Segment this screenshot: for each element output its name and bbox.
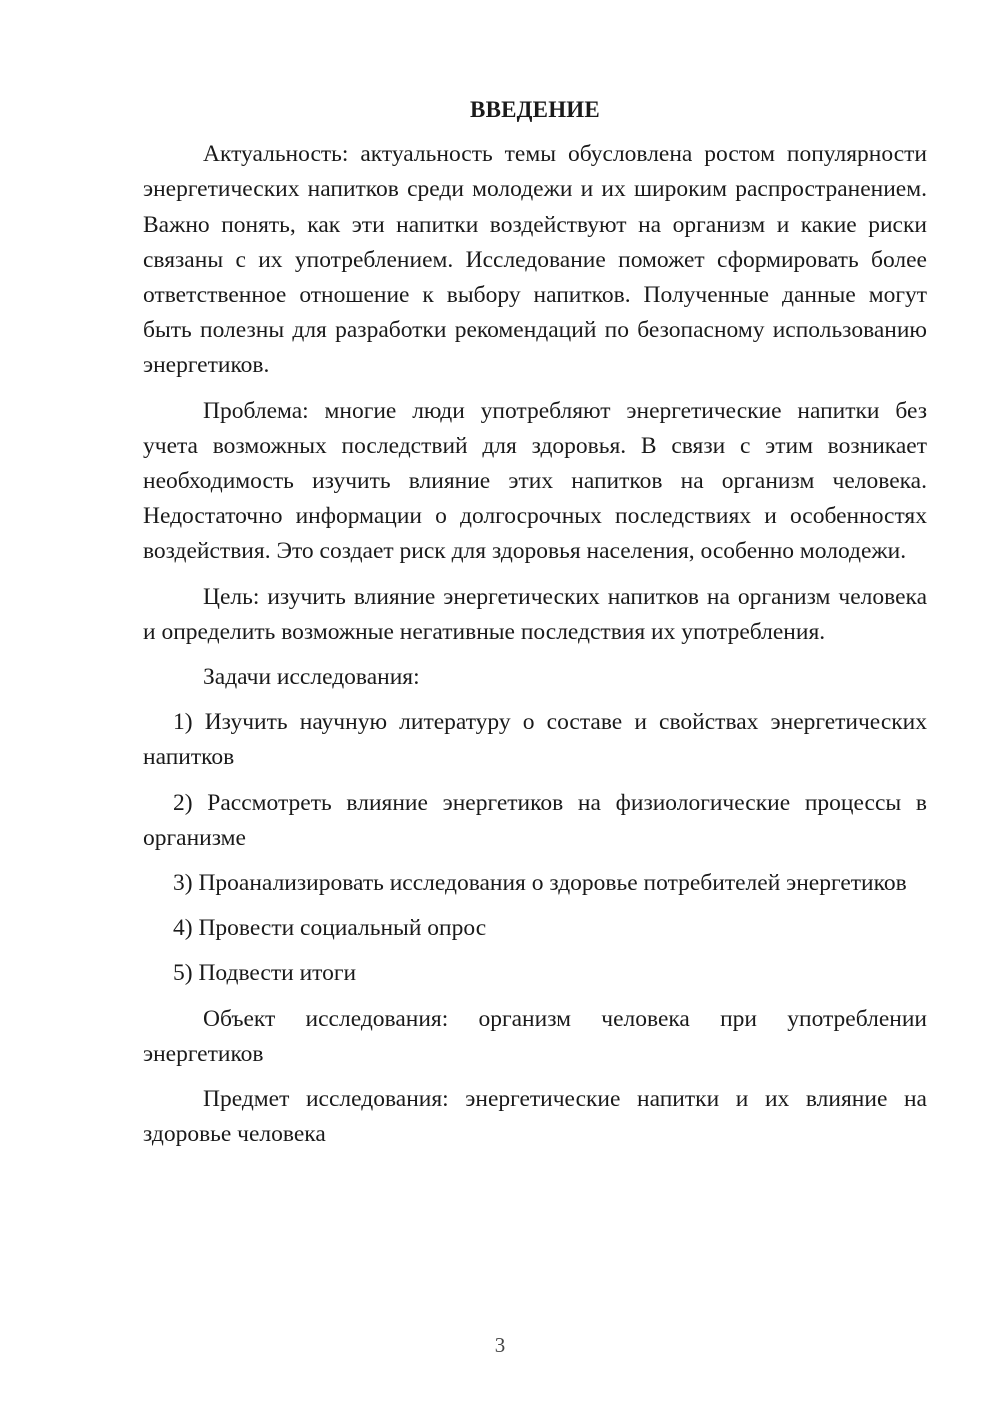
page-title: ВВЕДЕНИЕ xyxy=(470,97,600,122)
page-number: 3 xyxy=(494,1333,506,1357)
goal-paragraph: Цель: изучить влияние энергетических напитков на организм человека и определить возможные негативные последствия их употребления. xyxy=(143,583,927,645)
problem-paragraph: Проблема: многие люди употребляют энергетические напитки без учета возможных последствий для здоровья. В связи с этим возникает необходимость изучить влияние этих напитков на организм человека. Недостаточно информации о долгосрочных последствиях и особенностях воздействия. Это создает риск для здоровья населения, особенно молодежи. xyxy=(143,397,927,565)
tasks-heading: Задачи исследования: xyxy=(203,664,420,691)
task-item: 2) Рассмотреть влияние энергетиков на физиологические процессы в организме xyxy=(143,789,927,851)
task-item: 4) Провести социальный опрос xyxy=(173,915,487,942)
subject-paragraph: Предмет исследования: энергетические напитки и их влияние на здоровье человека xyxy=(143,1086,927,1148)
document-page xyxy=(143,92,927,1162)
object-paragraph: Объект исследования: организм человека при употреблении энергетиков xyxy=(143,1005,927,1067)
task-item: 5) Подвести итоги xyxy=(173,960,357,987)
task-item: 1) Изучить научную литературу о составе и свойствах энергетических напитков xyxy=(143,709,927,771)
task-item: 3) Проанализировать исследования о здоровье потребителей энергетиков xyxy=(173,870,907,897)
relevance-paragraph: Актуальность: актуальность темы обусловлена ростом популярности энергетических напитков среди молодежи и их широким распространением. Важно понять, как эти напитки воздействуют на организм и какие риски связаны с их употреблением. Исследование поможет сформировать более ответственное отношение к выбору напитков. Полученные данные могут быть полезны для разработки рекомендаций по безопасному использованию энергетиков. xyxy=(143,141,927,379)
